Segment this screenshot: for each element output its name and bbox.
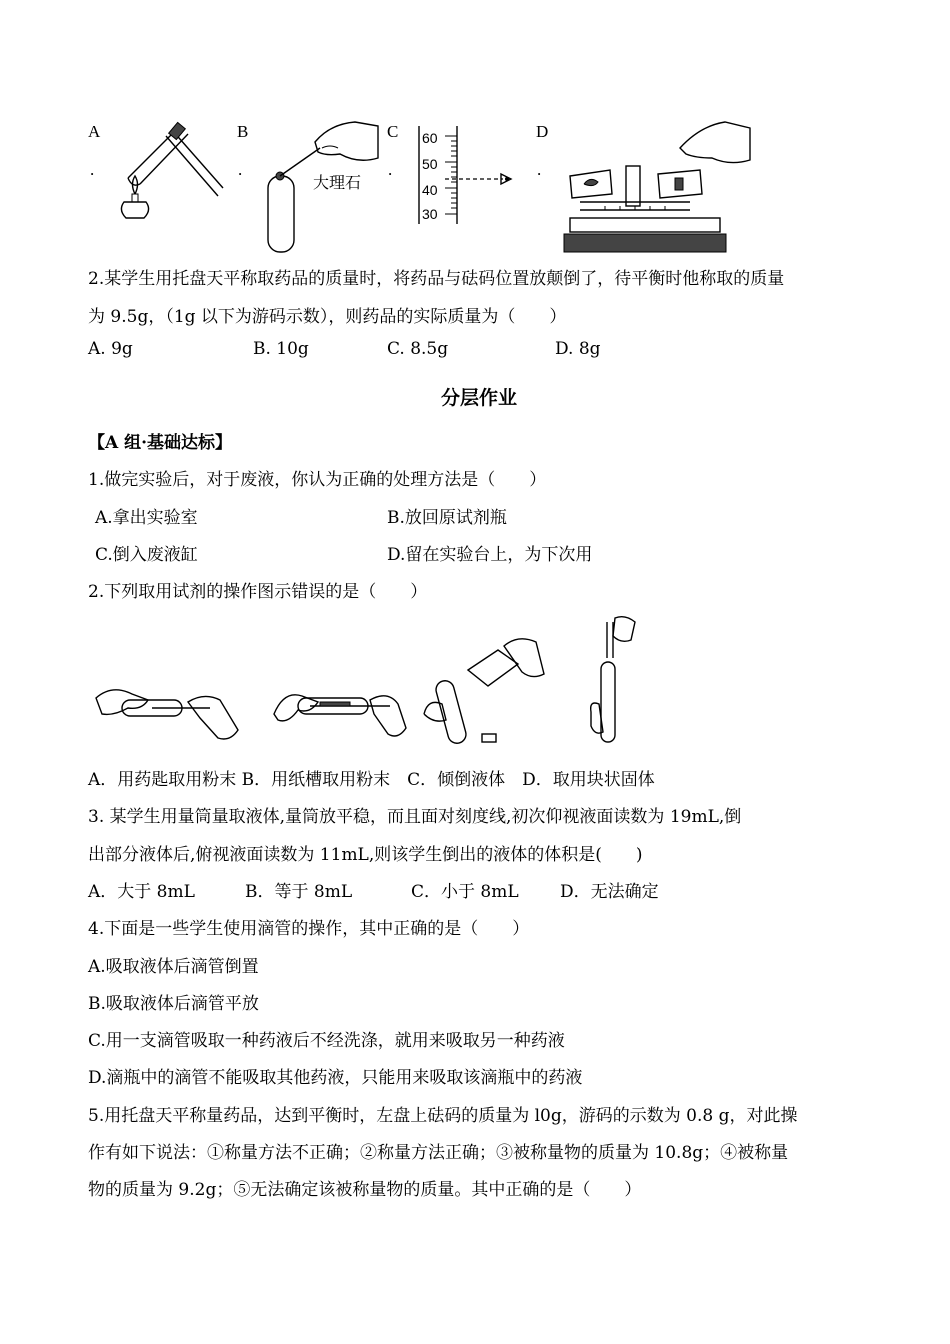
q-top-2-option-a: A. 9g [88, 339, 133, 359]
q2-stem: 2.下列取用试剂的操作图示错误的是（ ） [88, 582, 428, 602]
q3-option-a: A．大于 8mL [88, 882, 195, 902]
q3-line-1: 3. 某学生用量筒量取液体,量筒放平稳，而且面对刻度线,初次仰视液面读数为 19mL,倒 [88, 807, 742, 827]
q4-stem: 4.下面是一些学生使用滴管的操作，其中正确的是（ ） [88, 919, 530, 939]
q1-option-c: C.倒入废液缸 [95, 545, 198, 565]
scale-tick-50: 50 [422, 156, 438, 172]
q-top-2-option-b: B. 10g [253, 339, 309, 359]
q1-option-a: A.拿出实验室 [95, 508, 198, 528]
scale-tick-60: 60 [422, 130, 438, 146]
q1-option-d: D.留在实验台上，为下次用 [387, 545, 593, 565]
fig-dot-b: . [238, 160, 243, 179]
q1-stem: 1.做完实验后，对于废液，你认为正确的处理方法是（ ） [88, 470, 547, 490]
paper-trough-illustration [270, 680, 410, 750]
q3-option-c: C．小于 8mL [411, 882, 519, 902]
q2-options: A．用药匙取用粉末 B．用纸槽取用粉末 C．倾倒液体 D．取用块状固体 [88, 770, 655, 790]
marble-label: 大理石 [313, 175, 362, 192]
fig-dot-d: . [537, 160, 542, 179]
q5-line-1: 5.用托盘天平称量药品，达到平衡时，左盘上砝码的质量为 l0g，游码的示数为 0.8 g，对此操 [88, 1106, 798, 1126]
q3-option-b: B．等于 8mL [245, 882, 353, 902]
fig-label-a: A [88, 122, 101, 141]
q-top-2-line-1: 2.某学生用托盘天平称取药品的质量时，将药品与砝码位置放颠倒了，待平衡时他称取的质量 [88, 269, 785, 289]
section-title: 分层作业 [441, 387, 518, 409]
block-solid-illustration [585, 614, 655, 749]
tray-balance-illustration [560, 118, 760, 258]
q5-line-2: 作有如下说法：①称量方法不正确；②称量方法正确；③被称量物的质量为 10.8g；④被称量 [88, 1143, 789, 1163]
fig-label-b: B [237, 122, 249, 141]
q4-option-a: A.吸取液体后滴管倒置 [88, 957, 259, 977]
q5-line-3: 物的质量为 9.2g；⑤无法确定该被称量物的质量。其中正确的是（ ） [88, 1180, 642, 1200]
pouring-liquid-illustration [418, 628, 548, 748]
q-top-2-line-2: 为 9.5g，（1g 以下为游码示数），则药品的实际质量为（ ） [88, 307, 567, 327]
fig-label-d: D [536, 122, 549, 141]
q3-option-d: D．无法确定 [560, 882, 659, 902]
q4-option-d: D.滴瓶中的滴管不能吸取其他药液，只能用来吸取该滴瓶中的药液 [88, 1068, 583, 1088]
q3-line-2: 出部分液体后,俯视液面读数为 11mL,则该学生倒出的液体的体积是( ) [88, 845, 643, 865]
scale-tick-40: 40 [422, 182, 438, 198]
q-top-2-option-d: D. 8g [555, 339, 601, 359]
group-a-heading: 【A 组·基础达标】 [88, 433, 233, 453]
spoon-powder-illustration [92, 680, 242, 750]
q1-option-b: B.放回原试剂瓶 [387, 508, 507, 528]
q4-option-b: B.吸取液体后滴管平放 [88, 994, 259, 1014]
fig-dot-a: . [90, 160, 95, 179]
scale-tick-30: 30 [422, 206, 438, 222]
q4-option-c: C.用一支滴管吸取一种药液后不经洗涤，就用来吸取另一种药液 [88, 1031, 565, 1051]
q-top-2-option-c: C. 8.5g [387, 339, 449, 359]
fig-dot-c: . [388, 160, 393, 179]
fig-label-c: C [387, 122, 399, 141]
heating-test-tube-illustration [108, 118, 228, 233]
